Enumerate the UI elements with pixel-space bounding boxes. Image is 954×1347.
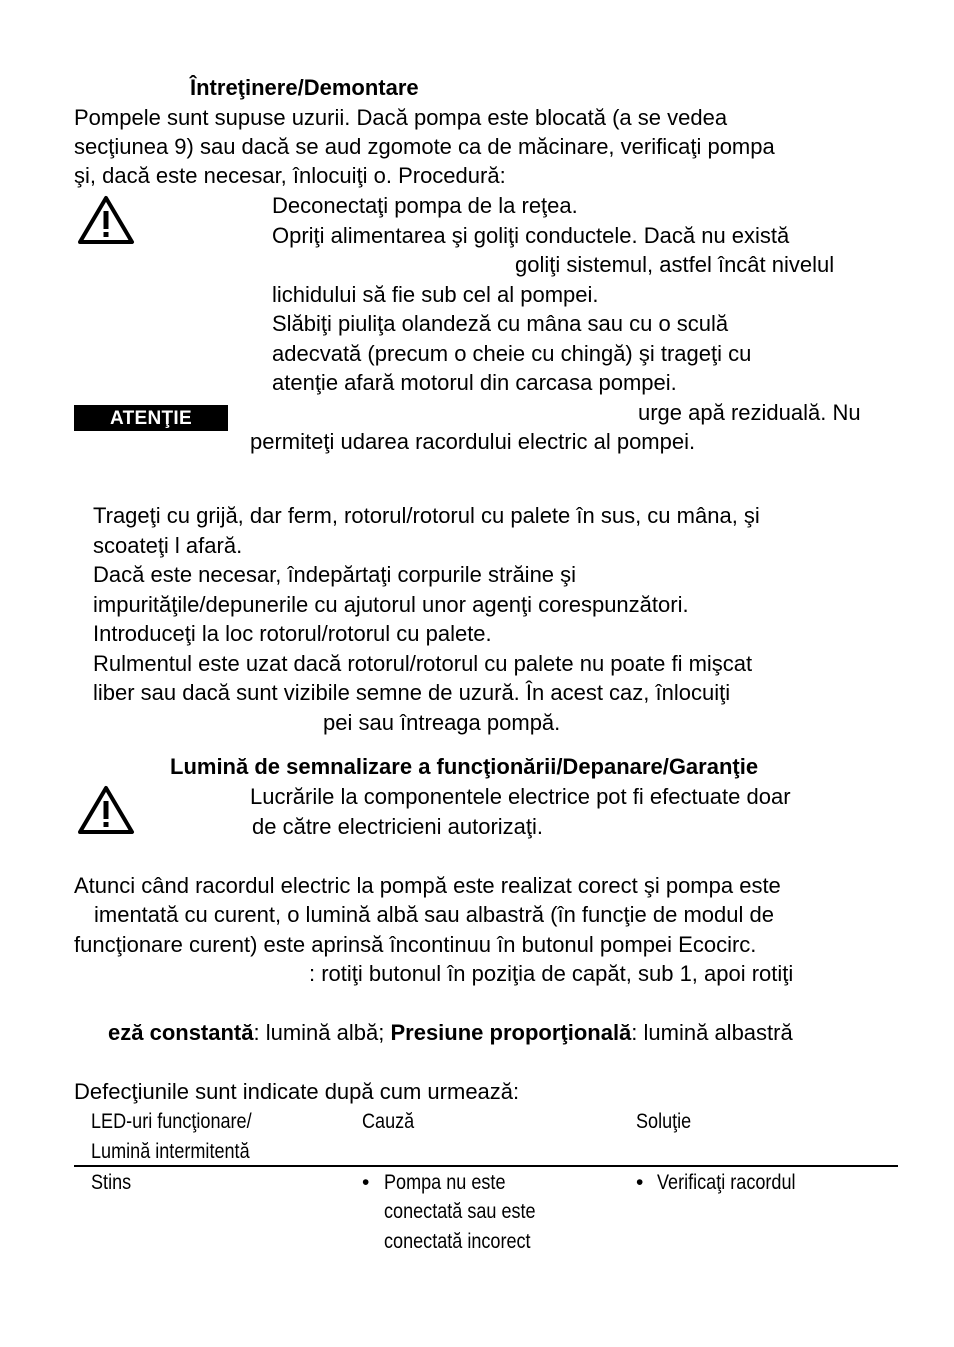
table-header-divider: [74, 1165, 898, 1167]
intro-line-1: Pompele sunt supuse uzurii. Dacă pompa este blocată (a se vedea: [74, 105, 728, 130]
step-line-3: goliţi sistemul, astfel încât nivelul: [515, 252, 835, 277]
warning-triangle-icon: [76, 194, 136, 246]
mode-proportional-text: : lumină albastră: [631, 1020, 793, 1045]
body-line-2: imentată cu curent, o lumină albă sau albastră (în funcţie de modul de: [94, 902, 774, 927]
table-header-cause: Cauză: [362, 1110, 415, 1133]
body-line-4: : rotiţi butonul în poziţia de capăt, sub 1, apoi rotiţi: [309, 961, 794, 986]
warning-triangle-icon: [76, 784, 136, 836]
step-line-7: atenţie afară motorul din carcasa pompei.: [272, 370, 677, 395]
table-cell-cause-line-2: conectată sau este: [384, 1200, 536, 1223]
step-line-4: lichidului să fie sub cel al pompei.: [272, 282, 599, 307]
rotor-line-3: Dacă este necesar, îndepărtaţi corpurile străine şi: [93, 562, 577, 587]
attention-badge: ATENŢIE: [74, 405, 228, 431]
rotor-line-5: Introduceţi la loc rotorul/rotorul cu palete.: [93, 621, 492, 646]
mode-line: [108, 1018, 793, 1048]
section-heading-maintenance: Întreţinere/Demontare: [190, 75, 419, 100]
step-line-6: adecvată (precum o cheie cu chingă) şi trageţi cu: [272, 341, 752, 366]
section-heading-signal-light: Lumină de semnalizare a funcţionării/Depanare/Garanţie: [170, 754, 759, 779]
rotor-line-2: scoateţi l afară.: [93, 533, 243, 558]
table-cell-led: Stins: [91, 1171, 132, 1194]
rotor-line-6: Rulmentul este uzat dacă rotorul/rotorul cu palete nu poate fi mişcat: [93, 651, 753, 676]
table-cell-cause-line-3: conectată incorect: [384, 1230, 531, 1253]
electric-warning-line-2: de către electricieni autorizaţi.: [252, 814, 544, 839]
attention-text-line-1: urge apă reziduală. Nu: [638, 400, 861, 425]
rotor-line-1: Trageţi cu grijă, dar ferm, rotorul/rotorul cu palete în sus, cu mâna, şi: [93, 503, 760, 528]
mode-proportional-label: Presiune proporţională: [390, 1020, 632, 1045]
attention-text-line-2: permiteţi udarea racordului electric al pompei.: [250, 429, 696, 454]
table-cell-solution-line-1: Verificaţi racordul: [657, 1171, 796, 1194]
table-cell-cause-line-1: Pompa nu este: [384, 1171, 506, 1194]
table-header-led-line-2: Lumină intermitentă: [91, 1140, 250, 1163]
bullet-icon: •: [362, 1171, 370, 1194]
rotor-line-4: impurităţile/depunerile cu ajutorul unor agenţi corespunzători.: [93, 592, 689, 617]
step-line-1: Deconectaţi pompa de la reţea.: [272, 193, 578, 218]
mode-constant-text: : lumină albă;: [253, 1020, 391, 1045]
bullet-icon: •: [636, 1171, 644, 1194]
body-line-1: Atunci când racordul electric la pompă este realizat corect şi pompa este: [74, 873, 781, 898]
rotor-line-7: liber sau dacă sunt vizibile semne de uzură. În acest caz, înlocuiţi: [93, 680, 731, 705]
table-header-solution: Soluţie: [636, 1110, 692, 1133]
rotor-line-8: pei sau întreaga pompă.: [323, 710, 561, 735]
step-line-2: Opriţi alimentarea şi goliţi conductele. Dacă nu există: [272, 223, 790, 248]
faults-intro: Defecţiunile sunt indicate după cum urmează:: [74, 1079, 520, 1104]
table-header-led-line-1: LED-uri funcţionare/: [91, 1110, 252, 1133]
step-line-5: Slăbiţi piuliţa olandeză cu mâna sau cu o sculă: [272, 311, 729, 336]
electric-warning-line-1: Lucrările la componentele electrice pot fi efectuate doar: [250, 784, 791, 809]
intro-line-3: şi, dacă este necesar, înlocuiţi o. Procedură:: [74, 163, 506, 188]
body-line-3: funcţionare curent) este aprinsă încontinuu în butonul pompei Ecocirc.: [74, 932, 757, 957]
mode-constant-label: eză constantă: [108, 1020, 254, 1045]
intro-line-2: secţiunea 9) sau dacă se aud zgomote ca de măcinare, verificaţi pompa: [74, 134, 775, 159]
